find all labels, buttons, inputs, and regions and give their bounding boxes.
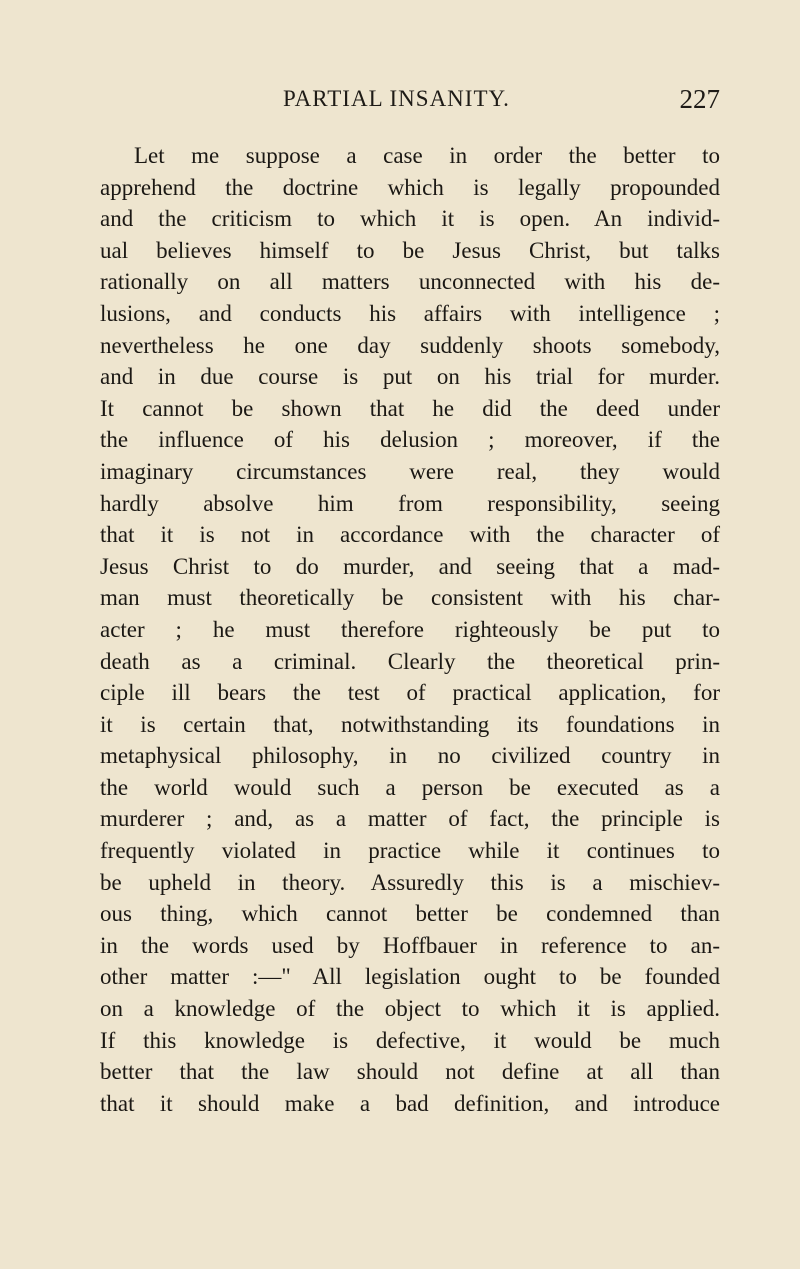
page-header [100,86,720,122]
text-line: be upheld in theory. Assuredly this is a mischiev- [100,869,720,895]
running-head: PARTIAL INSANITY. [283,86,510,111]
text-line: It cannot be shown that he did the deed under [100,395,720,421]
text-line: man must theoretically be consistent with his char- [100,585,720,611]
text-line: apprehend the doctrine which is legally propounded [100,174,720,200]
text-line: rationally on all matters unconnected with his de- [100,269,720,295]
text-line: ciple ill bears the test of practical application, for [100,680,720,706]
text-line: If this knowledge is defective, it would be much [100,1027,720,1053]
text-line: imaginary circumstances were real, they would [100,458,720,484]
text-line: the world would such a person be executed as a [100,774,720,800]
text-line: better that the law should not define at all than [100,1059,720,1085]
text-line: that it should make a bad definition, and introduce [100,1090,720,1116]
text-line: and the criticism to which it is open. An individ- [100,206,720,232]
text-line: and in due course is put on his trial for murder. [100,364,720,390]
text-line: it is certain that, notwithstanding its foundations in [100,711,720,737]
text-line: lusions, and conducts his affairs with intelligence ; [100,300,720,326]
text-line: metaphysical philosophy, in no civilized country in [100,743,720,769]
text-line: frequently violated in practice while it continues to [100,838,720,864]
page-number: 227 [679,84,720,114]
text-line: other matter :—" All legislation ought to be founded [100,964,720,990]
text-line: Let me suppose a case in order the better to [134,143,720,168]
text-line: that it is not in accordance with the character of [100,522,720,548]
body-text [100,140,720,1119]
text-line: the influence of his delusion ; moreover, if the [100,427,720,453]
text-line: ous thing, which cannot better be condemned than [100,901,720,927]
text-line: Jesus Christ to do murder, and seeing that a mad- [100,553,720,579]
text-line: hardly absolve him from responsibility, seeing [100,490,720,516]
text-line: acter ; he must therefore righteously be put to [100,616,720,642]
text-line: death as a criminal. Clearly the theoretical prin- [100,648,720,674]
text-line: murderer ; and, as a matter of fact, the principle is [100,806,720,832]
text-line: on a knowledge of the object to which it is applied. [100,996,720,1022]
text-line: ual believes himself to be Jesus Christ, but talks [100,237,720,263]
text-line: nevertheless he one day suddenly shoots somebody, [100,332,720,358]
text-line: in the words used by Hoffbauer in reference to an- [100,932,720,958]
